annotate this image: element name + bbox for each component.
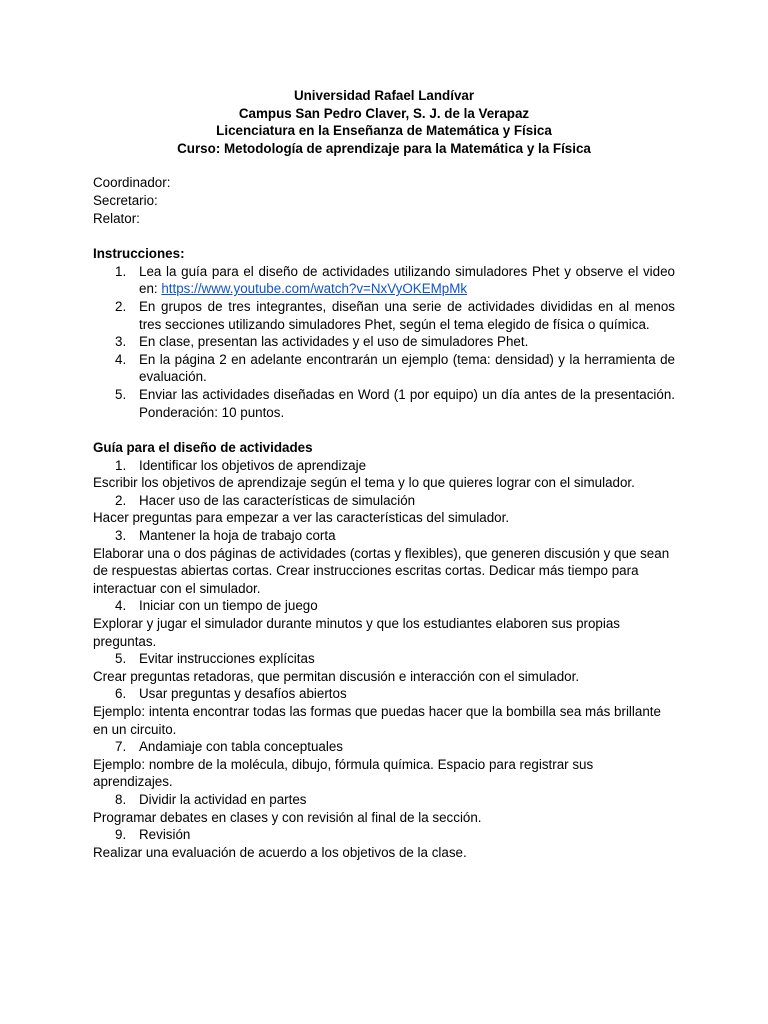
instruction-text: Enviar las actividades diseñadas en Word (1 por equipo) un día antes de la presentación. Ponderación: 10 puntos. [139,386,675,420]
guide-item-number: 7. [115,739,127,755]
guide-item-number: 6. [115,686,127,702]
instruction-item [93,351,675,386]
guide-list [93,457,675,862]
guide-title: Guía para el diseño de actividades [93,440,313,456]
guide-item-text: Revisión [139,827,191,843]
guide-item-heading [93,492,675,510]
guide-item-number: 3. [115,528,127,544]
guide-item-heading [93,791,675,809]
guide-item-description: Realizar una evaluación de acuerdo a los objetivos de la clase. [93,844,467,860]
guide-item-heading [93,826,675,844]
guide-item-number: 4. [115,598,127,614]
instruction-number: 3. [115,334,127,350]
guide-item-text: Usar preguntas y desafíos abiertos [139,686,347,702]
instruction-item [93,386,675,421]
secretary-label: Secretario: [93,192,158,208]
guide-item-text: Mantener la hoja de trabajo corta [139,528,336,544]
guide-item-heading [93,457,675,475]
guide-item-heading [93,685,675,703]
guide-item-heading [93,650,675,668]
instruction-number: 5. [115,386,127,402]
document-header [93,87,675,157]
guide-item-description: Explorar y jugar el simulador durante minutos y que los estudiantes elaboren sus propias preguntas. [93,616,620,649]
guide-item-number: 1. [115,457,127,473]
instructions-list [93,263,675,421]
guide-item-number: 2. [115,492,127,508]
guide-item-heading [93,597,675,615]
instruction-text: En clase, presentan las actividades y el uso de simuladores Phet. [139,334,529,350]
guide-item-description: Elaborar una o dos páginas de actividades (cortas y flexibles), que generen discusión y que sean de respuestas abiertas cortas. Crear instrucciones escritas cortas. Dedicar más tiempo para interactuar con el simulador. [93,545,670,596]
guide-item-text: Hacer uso de las características de simulación [139,492,416,508]
guide-item-heading [93,738,675,756]
guide-item-description: Ejemplo: nombre de la molécula, dibujo, fórmula química. Espacio para registrar sus aprendizajes. [93,756,594,790]
guide-item-text: Identificar los objetivos de aprendizaje [139,457,367,473]
guide-item-description: Programar debates en clases y con revisión al final de la sección. [93,809,482,825]
guide-item-description: Hacer preguntas para empezar a ver las características del simulador. [93,510,510,526]
instruction-item [93,298,675,333]
guide-item-heading [93,527,675,545]
roles-block [93,174,675,227]
instruction-text: En la página 2 en adelante encontrarán un ejemplo (tema: densidad) y la herramienta de evaluación. [139,351,675,385]
guide-item-description: Escribir los objetivos de aprendizaje según el tema y lo que quieres lograr con el simulador. [93,475,635,491]
instruction-item [93,263,675,298]
document-page [93,87,675,861]
instruction-number: 2. [115,298,127,314]
degree-name: Licenciatura en la Enseñanza de Matemática y Física [216,123,552,139]
guide-item-text: Iniciar con un tiempo de juego [139,598,318,614]
guide-item-number: 8. [115,791,127,807]
coordinator-label: Coordinador: [93,175,171,191]
instructions-title: Instrucciones: [93,246,185,262]
guide-item-text: Dividir la actividad en partes [139,791,307,807]
guide-item-description: Crear preguntas retadoras, que permitan discusión e interacción con el simulador. [93,668,580,684]
guide-item-number: 5. [115,651,127,667]
guide-item-number: 9. [115,827,127,843]
guide-item-description: Ejemplo: intenta encontrar todas las formas que puedas hacer que la bombilla sea más brillante en un circuito. [93,704,661,737]
university-name: Universidad Rafael Landívar [293,88,475,103]
reporter-label: Relator: [93,210,140,226]
instruction-text: En grupos de tres integrantes, diseñan una serie de actividades divididas en al menos tres secciones utilizando simuladores Phet, según el tema elegido de física o química. [139,298,675,332]
instruction-number: 4. [115,351,127,367]
course-name: Curso: Metodología de aprendizaje para la Matemática y la Física [177,140,591,156]
instruction-text: Lea la guía para el diseño de actividades utilizando simuladores Phet y observe el video en: [139,263,675,297]
guide-item-text: Evitar instrucciones explícitas [139,651,315,667]
instruction-item [93,333,675,351]
instruction-number: 1. [115,263,127,279]
campus-name: Campus San Pedro Claver, S. J. de la Verapaz [238,105,530,121]
video-link[interactable]: https://www.youtube.com/watch?v=NxVyOKEMpMk [161,281,468,297]
guide-item-text: Andamiaje con tabla conceptuales [139,739,343,755]
